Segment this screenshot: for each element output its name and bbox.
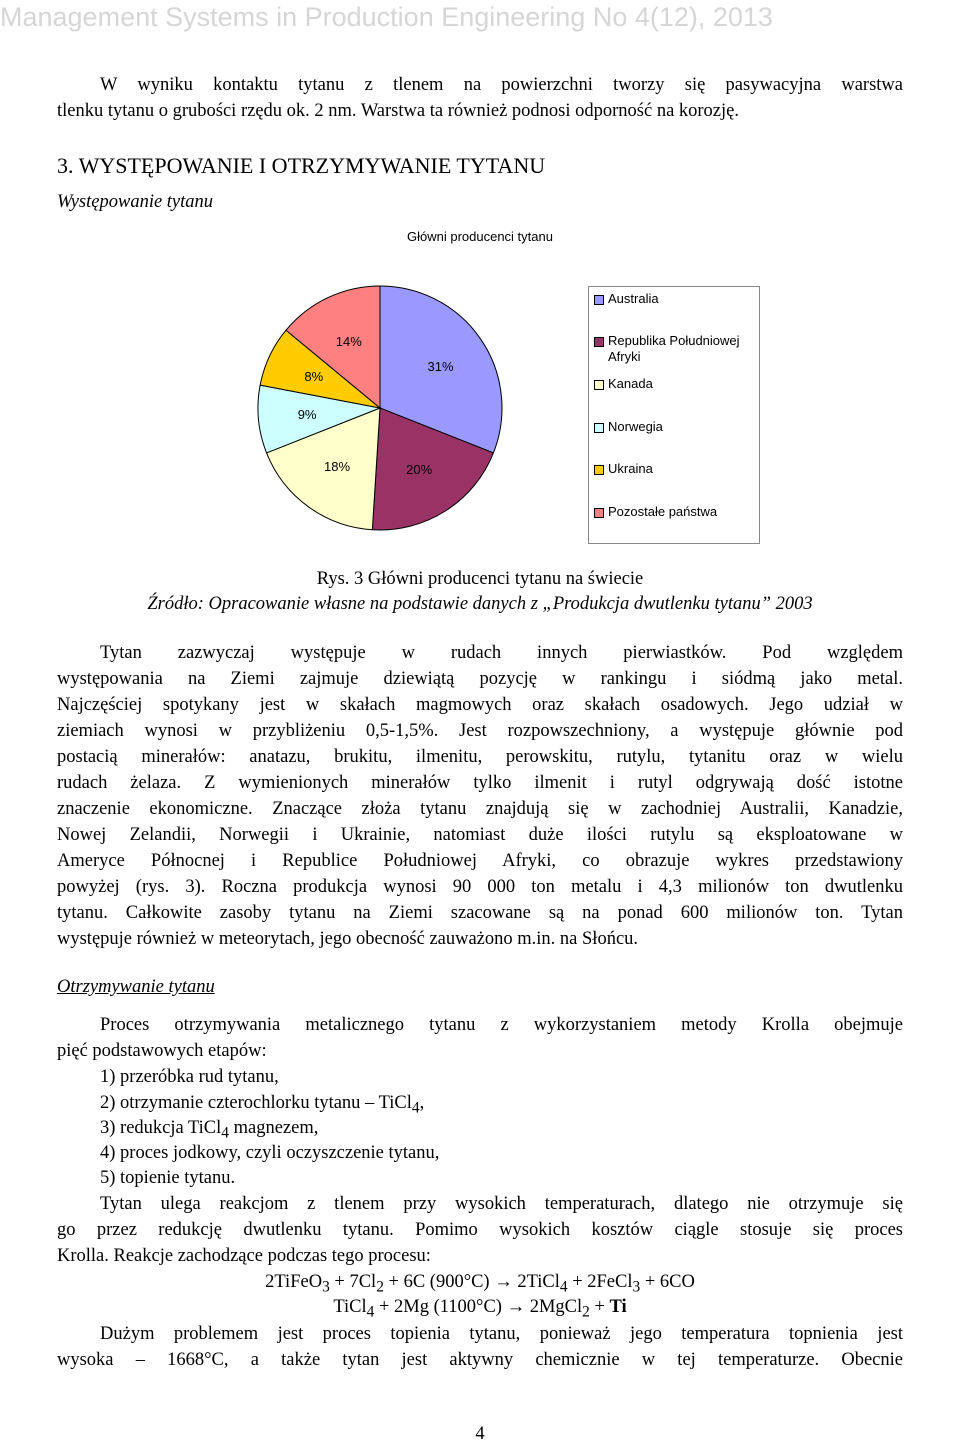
para1-line: występuje również w meteorytach, jego obecność zauważono m.in. na Słońcu.: [57, 929, 639, 949]
para4-line: Dużym problemem jest proces topienia tytanu, ponieważ jego temperatura topnienia jest: [100, 1324, 903, 1344]
pie-chart: [245, 273, 515, 543]
para1-line: Tytan zazwyczaj występuje w rudach innych pierwiastków. Pod względem: [100, 643, 903, 663]
legend-label: Ukraina: [608, 461, 653, 476]
subscript: 3: [322, 1278, 330, 1296]
para3-line: Tytan ulega reakcjom z tlenem przy wysokich temperaturach, dlatego nie otrzymuje się: [100, 1194, 903, 1214]
pie-value-label: 8%: [304, 368, 324, 384]
eq-bold-ti: Ti: [609, 1297, 627, 1317]
step-text: magnezem,: [228, 1118, 319, 1138]
para1-line: ziemiach wynosi w przybliżeniu 0,5-1,5%. Jest rozpowszechniony, a występuje głównie pod: [57, 721, 903, 741]
pie-value-label: 14%: [335, 333, 362, 349]
legend-label: Norwegia: [608, 419, 663, 434]
chart-title: Główni producenci tytanu: [407, 229, 553, 244]
para2-line: Proces otrzymywania metalicznego tytanu z wykorzystaniem metody Krolla obejmuje: [100, 1015, 903, 1035]
eq-part: TiCl: [333, 1297, 367, 1317]
para4-line: wysoka – 1668°C, a także tytan jest aktywny chemicznie w tej temperaturze. Obecnie: [57, 1350, 903, 1370]
para1-line: tytanu. Całkowite zasoby tytanu na Ziemi szacowane są na ponad 600 milionów ton. Tytan: [57, 903, 903, 923]
eq-part: +: [589, 1297, 610, 1317]
para1-line: Najczęściej spotykany jest w skałach magmowych oraz skałach osadowych. Jego udział w: [57, 695, 903, 715]
subheading-occurrence: Występowanie tytanu: [57, 192, 214, 212]
chart-legend: [588, 286, 760, 544]
legend-swatch-norwegia: [594, 423, 604, 433]
journal-header: Management Systems in Production Engineering No 4(12), 2013: [0, 2, 773, 32]
pie-value-label: 9%: [297, 406, 317, 422]
intro-line-2: tlenku tytanu o grubości rzędu ok. 2 nm. Warstwa ta również podnosi odporność na korozję.: [57, 101, 739, 121]
para3-line: go przez redukcję dwutlenku tytanu. Pomimo wysokich kosztów ciągle stosuje się proces: [57, 1220, 903, 1240]
legend-label: Australia: [608, 291, 659, 306]
eq-part: + 7Cl: [329, 1272, 377, 1292]
step-text: 2) otrzymanie czterochlorku tytanu – TiCl: [100, 1093, 412, 1113]
para1-line: występowania na Ziemi zajmuje dziewiątą pozycję w rankingu i siódmą jako metal.: [57, 669, 903, 689]
para1-line: Ameryce Północnej i Republice Południowej Afryki, co obrazuje wykres przedstawiony: [57, 851, 903, 871]
step-text: ,: [419, 1093, 425, 1113]
eq-part: + 6CO: [640, 1272, 695, 1292]
step-item: 1) przeróbka rud tytanu,: [100, 1067, 279, 1087]
legend-swatch-kanada: [594, 380, 604, 390]
para1-line: powyżej (rys. 3). Roczna produkcja wynosi 90 000 ton metalu i 4,3 milionów ton dwutlenku: [57, 877, 903, 897]
subscript: 4: [411, 1099, 420, 1117]
figure-caption: Rys. 3 Główni producenci tytanu na świecie: [316, 569, 644, 589]
para3-line: Krolla. Reakcje zachodzące podczas tego procesu:: [57, 1246, 431, 1266]
step-item: 4) proces jodkowy, czyli oczyszczenie tytanu,: [100, 1143, 440, 1163]
subheading-production: Otrzymywanie tytanu: [57, 977, 215, 997]
legend-swatch-australia: [594, 295, 604, 305]
page-number: 4: [475, 1424, 485, 1444]
step-text: 3) redukcja TiCl: [100, 1118, 222, 1138]
pie-value-label: 20%: [406, 461, 433, 477]
subscript: 4: [221, 1124, 229, 1142]
para1-line: rudach żelaza. Z wymienionych minerałów tylko ilmenit i rutyl odgrywają dość istotne: [57, 773, 903, 793]
eq-part: + 6C (900°C) → 2TiCl: [383, 1272, 560, 1292]
para1-line: znaczenie ekonomiczne. Znaczące złoża tytanu znajdują się w zachodniej Australii, Kanadzie,: [57, 799, 903, 819]
subscript: 2: [582, 1303, 590, 1321]
subscript: 4: [559, 1278, 568, 1296]
pie-value-label: 18%: [323, 459, 351, 475]
eq-part: + 2Mg (1100°C) → 2MgCl: [374, 1297, 583, 1317]
pie-value-label: 31%: [427, 358, 454, 374]
figure-source: Źródło: Opracowanie własne na podstawie danych z „Produkcja dwutlenku tytanu” 2003: [147, 594, 813, 614]
subscript: 2: [376, 1278, 384, 1296]
para1-line: postacią minerałów: anatazu, brukitu, ilmenitu, perowskitu, rutylu, tytanitu oraz w wielu: [57, 747, 903, 767]
subscript: 3: [632, 1278, 641, 1296]
para1-line: Nowej Zelandii, Norwegii i Ukrainie, natomiast duże ilości rutylu są eksploatowane w: [57, 825, 903, 845]
para2-line: pięć podstawowych etapów:: [57, 1041, 267, 1061]
intro-line-1: W wyniku kontaktu tytanu z tlenem na powierzchni tworzy się pasywacyjna warstwa: [100, 75, 903, 95]
eq-part: + 2FeCl: [567, 1272, 633, 1292]
legend-swatch-pozostale: [594, 508, 604, 518]
section-heading: 3. WYSTĘPOWANIE I OTRZYMYWANIE TYTANU: [57, 153, 546, 178]
legend-label: Pozostałe państwa: [608, 504, 718, 519]
subscript: 4: [366, 1303, 375, 1321]
legend-label: Kanada: [608, 376, 653, 391]
legend-swatch-rpa: [594, 337, 604, 347]
eq-part: 2TiFeO: [265, 1272, 323, 1292]
step-item: 5) topienie tytanu.: [100, 1168, 236, 1188]
legend-label: Republika Południowej Afryki: [608, 333, 740, 364]
legend-swatch-ukraina: [594, 465, 604, 475]
